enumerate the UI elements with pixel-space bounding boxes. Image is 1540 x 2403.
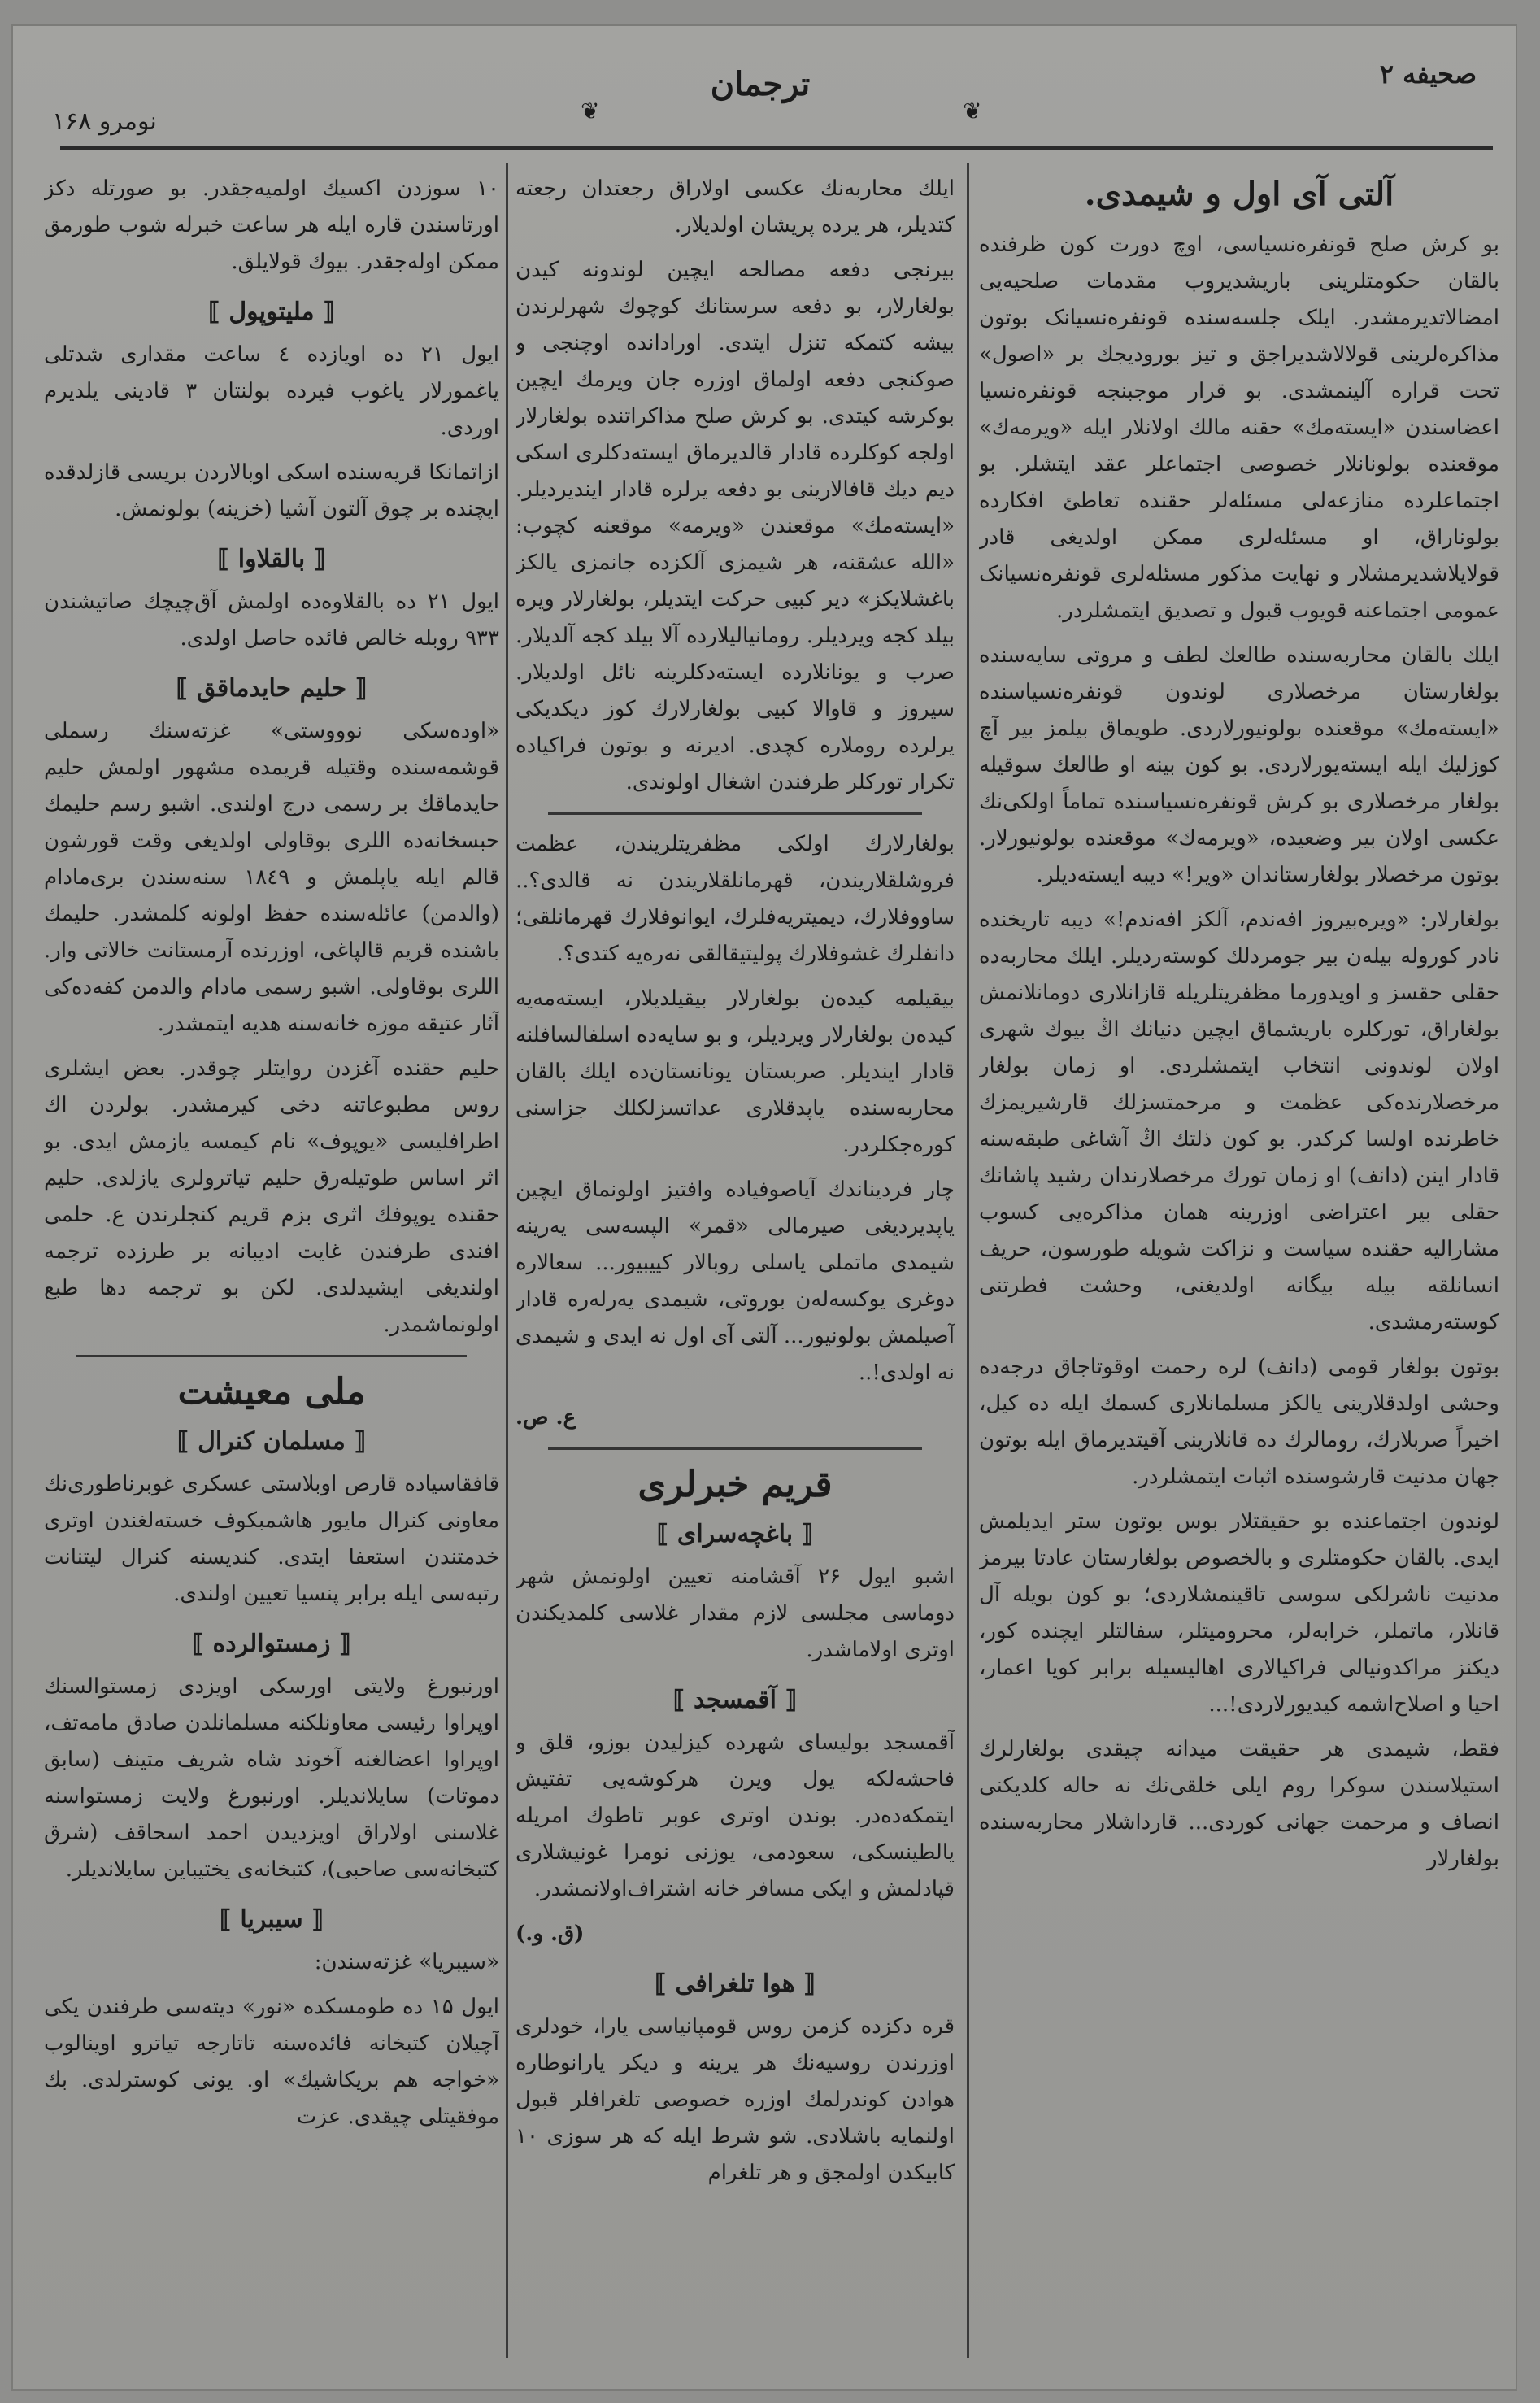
- paragraph: لوندون اجتماعنده بو حقیقتلار بوس بوتون ستر ایدیلمش ایدی. بالقان حکومتلری و بالخصوص بولغارستان عادتا بیرمز مدنیت ناشرلکی سوسی تاقینمشلاردی؛ بو کون بویله آل قانلار، ماتملر، خرابه‌لر، محرومیتلر، سفالتلر ایچنده کور، دیکنز مراکدونیالی فراکیالاری اهالیسیله برابر کویا اعمار، احیا و اصلاح‌اشمه کیدیورلاردی!...: [979, 1509, 1499, 1717]
- paragraph: بولغارلار: «ویره‌بیروز افه‌ندم، آلکز افه‌ندم!» دیبه تاریخنده نادر کوروله بیلەن بیر جومردلك کوسته‌ردیلر. ایلك محاربه‌ده حقلی حقسز و اویدورما مظفریتلریله قازانلاری دومانلانمش بولغاراق، تورکلره باریشماق ایچین دنیانك اڭ بیوك شهری اولان لوندونی انتخاب ایتمشلردی. او زمان بولغار مرخصلارنده‌کی عظمت و مرحمتسزلك قارشیریمزك خاطرنده اولسا کرکدر. بو کون ذلتك اڭ آشاغی طبقه‌سنه قادار اینن (دانف) او زمان تورك مرخصلارندان رشید پاشانك حقلی بیر اعتراضی اوزرینه همان مذاکره‌یی کسوب مشارالیه حقنده سیاست و نزاکت شویله طورسون، حریف انسانلقه بیله بیگانه اولدیغنی، وحشت فطرتنی کوسته‌رمشدی.: [979, 908, 1499, 1334]
- column-left: [44, 171, 499, 2366]
- subheading: ⟦ باغچه‌سرای ⟧: [516, 1516, 955, 1552]
- paragraph: اورنبورغ ولایتی اورسکی اویزدی زمستوالسنك اوپراوا رئیسی معاونلکنه مسلمانلدن صادق مامه‌تف، اوپراوا اعضالغنه آخوند شاه شریف متینف (سابق دموتات) سایلاندیلر. اورنبورغ ولایت زمستواسنه غلاسنی اولاراق اویزدیدن احمد اسحاقف (شرق کتبخانه‌سی صاحبی)، کتبخانه‌ی یختیباین سایلاندیلر.: [44, 1674, 499, 1882]
- paragraph: حلیم حقنده آغزدن روایتلر چوقدر. بعض ایشلری روس مطبوعاتنه دخی کیرمشدر. بولردن اك اطرافلیسی «یوپوف» نام کیمسه یازمش ایدی. بو اثر اساس طوتیله‌رق حلیم تیاترولری یازلدی. حلیم حقنده یوپوفك اثری بزم قریم کنجلرندن ع. حلمی افندی طرفندن غایت ادیبانه بر طرزده ترجمه اولندیغی ایشیدلدی. لکن بو ترجمه دها طبع اولونماشمدر.: [44, 1056, 499, 1337]
- issue-number: نومرو ۱۶۸: [52, 107, 157, 136]
- paragraph: «سیبریا» غزته‌سندن:: [314, 1950, 499, 1974]
- paragraph: قافقاسیاده قارص اوبلاستی عسکری غوبرناطوری‌نك معاونی کنرال مایور هاشمبکوف خسته‌لغندن اوتری خدمتندن استعفا ایتدی. کندیسنه کنرال لیتنانت رتبه‌سی ایله برابر پنسیا تعیین اولندی.: [44, 1472, 499, 1606]
- paragraph: بیرنجی دفعه مصالحه ایچین لوندونه کیدن بولغارلار، بو دفعه سرستانك کوچوك شهرلرندن بیشه کتمکه تنزل ایتدی. اورادانده اوچنجی و صوکنجی دفعه اولماق اوزره جان ویرمك ایچین بوکرشه کیتدی. بو کرش صلح مذاکراتنده بولغارلار اولجه کوکلرده قادار قالدیرماق ایسته‌دکلری اسکی دیم دیك قافالارینی بو دفعه یرلره قادار ایندیردیلر. «ایسته‌مك» موقعندن «ویرمه» موقعنه کچوب: «الله عشقنه، هر شیمزی آلکزده جانمزی یالکز باغشلایکز» دیر کبیی حرکت ایتدیلر، بولغارلار ویره بیلد کجه ویردیلر. رومانیالیلارده آلا بیلد کجه آلدیلار. صرب و یونانلارده ایسته‌دکلرینه نائل اولدیلار. سیروز و قاوالا کبیی بولغارلارك کوز دیکدیکی یرلرده روملاره کچدی. ادیرنه و بوتون فراکیاده تکرار تورکلر طرفندن اشغال اولوندی.: [516, 258, 955, 794]
- paragraph: بوتون بولغار قومی (دانف) لره رحمت اوقوتاجاق درجه‌ده وحشی اولدقلارینی یالکز مسلمانلاری کسمك ایله ده کیل، اخیراً صربلارك، رومالرك ده قانلارینی آقیتدیرماق ایله بوتون جهان مدنیت قارشوسنده اثبات ایتمشلردر.: [979, 1355, 1499, 1489]
- section-title: قریم خبرلری: [637, 1464, 833, 1505]
- paragraph: «اوده‌سکی نوووستی» غزته‌سنك رسملی قوشمه‌سنده وقتیله قریمده مشهور اولمش حلیم حایدماقك بر رسمی درج اولندی. اشبو رسم حلیمك حبسخانه‌ده اللری بوقاولی اولدیغی وقت قورشون قالم ایله یاپلمش و ۱۸٤۹ سنه‌سندن بری‌مادام (والدمن) عائله‌سنده حفظ اولونه کلمشدر. حلیمك باشنده قریم قالپاغی، اوزرنده آرمستانت خالاتی وار. اللری بوقاولی. اشبو رسمی مادام والدمن کفه‌ده‌کی آثار عتیقه موزه خانه‌سنه هدیه ایتمشدر.: [44, 719, 499, 1036]
- ornament-right: ❦: [963, 98, 982, 124]
- author-signature: ع. ص.: [516, 1405, 576, 1430]
- article-title: آلتی آی اول و شیمدی.: [1084, 175, 1394, 213]
- paragraph: ایول ۱۵ ده طومسکده «نور» دیته‌سی طرفندن یکی آچیلان کتبخانه فائده‌سنه تاتارجه تیاترو اوینالوب «خواجه هم بریکاشیك» او. یونی کوسترلدی. بك موفقیتلی چیقدی. عزت: [44, 1995, 499, 2129]
- paragraph: قره دکزده کزمن روس قومپانیاسی یارا، خودلری اوزرندن روسیه‌نك هر یرینه و دیکر یارانوطاره هوادن کوندرلمك اوزره خصوصی تلغرافلر قبول اولنمایه باشلادی. شو شرط ایله که هر سوزی ۱۰ کابیکدن اولمجق و هر تلغرام: [516, 2014, 955, 2185]
- column-divider-right: [967, 163, 969, 2358]
- paragraph: آقمسجد بولیسای شهرده کیزلیدن بوزو، قلق و فاحشه‌لکه یول ویرن هرکوشه‌یی تفتیش ایتمکه‌ده‌در. بوندن اوتری عوبر تاطوك امریله یالطینسکی، سعودمی، یوزنی نومرا غونیشلاری قپادلمش و ایکی مسافر خانه اشتراف‌اولانمشدر.: [516, 1730, 955, 1901]
- author-signature: (ق. و.): [516, 1922, 585, 1946]
- paragraph: ازاتمانکا قریه‌سنده اسکی اوبالاردن بریسی قازلدقده ایچنده بر چوق آلتون آشیا (خزینه) بولونمش.: [44, 460, 499, 521]
- section-rule: [548, 1447, 922, 1450]
- newspaper-title: ترجمان: [710, 65, 811, 103]
- paragraph: ایلك محاربه‌نك عکسی اولاراق رجعتدان رجعته کتدیلر، هر یرده پریشان اولدیلار.: [516, 176, 955, 237]
- column-divider-left: [506, 163, 508, 2358]
- paragraph: چار فردیناندك آیاصوفیاده وافتیز اولونماق ایچین یاپدیردیغی صیرمالی «قمر» الپسه‌سی یه‌رینه شیمدی ماتملی یاسلی روبالار کییبیور... سعالاره دوغری یوکسه‌لەن بوروتی، شیمدی یەرلەره قادار آصیلمش بولونیور... آلتی آی اول نه ایدی و شیمدی نه اولدی!..: [516, 1178, 955, 1385]
- paragraph: بو کرش صلح قونفره‌نسیاسی، اوچ دورت کون ظرفنده بالقان حکومتلرینی باریشدیروب مقدمات صلحیه‌یی امضالاتدیرمشدر. ایلک جلسه‌سنده قونفره‌نسیانک بوتون مذاکره‌لرینی قولالاشدیراجق و تیز بورودیجك بر «اصول» تحت قراره آلینمشدی. بو قرار موجبنجه قونفره‌نسیا اعضاسندن «ایسته‌مك» حقنه مالك اولانلار ایله «ویرمه‌ك» موقعنده بولونانلار خصوصی اجتماعلر عقد ایتشلر. بو اجتماعلرده منازعه‌لی مسئله‌لر حقنده تعاطئ افکارده بولوناراق، او مسئله‌لری ممکن اولدیغی قادر قولایلاشدیرمشلار و نهایت مذکور مسئله‌لری قونفره‌نسیانک عمومی اجتماعنه قویوب قبول و تصدیق ایتمشلردر.: [979, 233, 1499, 623]
- paragraph: ۱۰ سوزدن اکسیك اولمیه‌جقدر. بو صورتله دکز اورتاسندن قاره ایله هر ساعت خبرله شوب طورمق ممکن اوله‌جقدر. بیوك قولایلق.: [44, 176, 499, 274]
- paragraph: اشبو ایول ۲۶ آقشامنه تعیین اولونمش شهر دوماسی مجلسی لازم مقدار غلاسی کلمدیکندن اوتری اولاماشدر.: [516, 1565, 955, 1662]
- section-title: ملی معیشت: [177, 1371, 366, 1413]
- ornament-left: ❦: [581, 98, 600, 124]
- subheading: ⟦ سیبریا ⟧: [44, 1901, 499, 1938]
- subheading: ⟦ ملیتوپول ⟧: [44, 294, 499, 330]
- section-rule: [76, 1355, 467, 1357]
- subheading: ⟦ بالقلاوا ⟧: [44, 541, 499, 577]
- paragraph: ایول ۲۱ ده اویازده ٤ ساعت مقداری شدتلی یاغمورلار یاغوب فیرده بولنتان ۳ قادینی یلدیرم اوردی.: [44, 342, 499, 440]
- newspaper-page: [11, 24, 1517, 2391]
- subheading: ⟦ آقمسجد ⟧: [516, 1682, 955, 1718]
- subheading: ⟦ مسلمان کنرال ⟧: [44, 1423, 499, 1460]
- column-right: [979, 171, 1499, 2366]
- section-rule: [548, 812, 922, 815]
- subheading: ⟦ هوا تلغرافی ⟧: [516, 1965, 955, 2002]
- paragraph: ایول ۲۱ ده بالقلاوه‌ده اولمش آق‌چیچك صاتیشندن ۹۳۳ روبله خالص فائده حاصل اولدی.: [44, 590, 499, 651]
- paragraph: بولغارلارك اولکی مظفریتلریندن، عظمت فروشلقلاریندن، قهرمانلقلاریندن نه قالدی؟.. ساووفلارك، دیمیتریه‌فلرك، ایوانوفلارك قهرمانلقی؛ دانفلرك غشوفلارك پولیتیقالقی نه‌ره‌یه کتدی؟.: [516, 832, 955, 966]
- page-label: صحیفه ۲: [1379, 59, 1477, 89]
- paragraph: بیقیلمه کیدەن بولغارلار بیقیلدیلار، ایسته‌مه‌یه کیدەن بولغارلار ویردیلر، و بو سایه‌ده اسلفالسافلنه قادار ایندیلر. صربستان یونانستان‌ده ایلك بالقان محاربه‌سنده یاپدقلاری عداتسزلکلك جزاسنی کوره‌جکلردر.: [516, 986, 955, 1157]
- page-header: [28, 49, 1493, 136]
- paragraph: فقط، شیمدی هر حقیقت میدانه چیقدی بولغارلرك استیلاسندن سوکرا روم ایلی خلقی‌نك نه حاله کلدیکنی انصاف و مرحمت جهانی کوردی... قارداشلار محاربه‌سنده بولغارلار: [979, 1737, 1499, 1871]
- paragraph: ایلك بالقان محاربه‌سنده طالعك لطف و مروتی سایه‌سنده بولغارستان مرخصلاری لوندون قونفره‌نسیاسنده «ایسته‌مك» موقعنده بولونیورلاردی. طویماق بیلمز بیر آچ کوزلیك ایله ایسته‌یورلاردی. بو کون بینه او طالعك سوقیله بولغار مرخصلاری بو کرش قونفره‌نسیاسنده تماماً اولکی‌نك عکسی اولان بیر وضعیده، «ویرمه‌ك» موقعنده بولونیورلار. بوتون مرخصلار بولغارستاندان «ویر!» دیبه ایسته‌دیلر.: [979, 643, 1499, 887]
- subheading: ⟦ حلیم حایدماقق ⟧: [44, 670, 499, 707]
- subheading: ⟦ زمستوالرده ⟧: [44, 1626, 499, 1662]
- header-rule: [60, 146, 1493, 150]
- column-middle: [516, 171, 955, 2366]
